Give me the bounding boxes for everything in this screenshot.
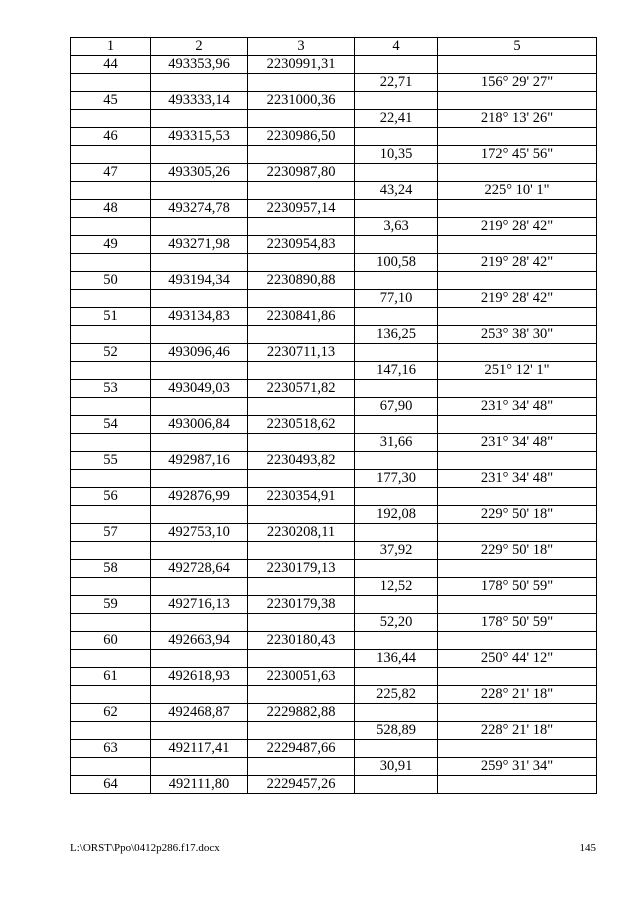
bearing-cell [438,776,597,794]
point-number-cell: 56 [71,488,151,506]
distance-cell: 12,52 [355,578,438,596]
x-coordinate-cell [151,254,248,272]
table-row [71,434,597,452]
table-row [71,110,597,128]
y-coordinate-cell [248,650,355,668]
point-number-cell [71,74,151,92]
y-coordinate-cell [248,326,355,344]
y-coordinate-cell [248,146,355,164]
table-row [71,668,597,686]
x-coordinate-cell [151,578,248,596]
footer-page-number: 145 [579,842,596,854]
y-coordinate-cell: 2230493,82 [248,452,355,470]
x-coordinate-cell [151,722,248,740]
y-coordinate-cell [248,506,355,524]
bearing-cell: 231° 34' 48" [438,434,597,452]
table-row [71,74,597,92]
bearing-cell: 229° 50' 18" [438,506,597,524]
distance-cell [355,308,438,326]
distance-cell: 67,90 [355,398,438,416]
y-coordinate-cell: 2231000,36 [248,92,355,110]
point-number-cell: 55 [71,452,151,470]
table-row [71,362,597,380]
y-coordinate-cell [248,110,355,128]
point-number-cell [71,614,151,632]
table-row [71,200,597,218]
y-coordinate-cell [248,434,355,452]
distance-cell [355,344,438,362]
point-number-cell: 51 [71,308,151,326]
y-coordinate-cell [248,74,355,92]
table-row [71,290,597,308]
x-coordinate-cell: 493353,96 [151,56,248,74]
bearing-cell [438,740,597,758]
table-row [71,326,597,344]
bearing-cell [438,416,597,434]
bearing-cell: 156° 29' 27" [438,74,597,92]
y-coordinate-cell: 2230180,43 [248,632,355,650]
x-coordinate-cell [151,470,248,488]
bearing-cell [438,524,597,542]
distance-cell: 100,58 [355,254,438,272]
bearing-cell: 225° 10' 1" [438,182,597,200]
table-row [71,722,597,740]
bearing-cell [438,344,597,362]
distance-cell [355,488,438,506]
point-number-cell [71,722,151,740]
x-coordinate-cell [151,146,248,164]
point-number-cell [71,110,151,128]
table-row [71,758,597,776]
table-row [71,488,597,506]
table-row [71,164,597,182]
y-coordinate-cell: 2230571,82 [248,380,355,398]
distance-cell: 52,20 [355,614,438,632]
point-number-cell: 59 [71,596,151,614]
point-number-cell: 53 [71,380,151,398]
distance-cell: 22,71 [355,74,438,92]
table-row [71,56,597,74]
y-coordinate-cell: 2230987,80 [248,164,355,182]
table-row [71,506,597,524]
bearing-cell: 219° 28' 42" [438,218,597,236]
table-row [71,470,597,488]
bearing-cell: 251° 12' 1" [438,362,597,380]
table-row [71,92,597,110]
distance-cell: 225,82 [355,686,438,704]
y-coordinate-cell [248,542,355,560]
table-header-row [71,38,597,56]
x-coordinate-cell [151,506,248,524]
y-coordinate-cell: 2230991,31 [248,56,355,74]
y-coordinate-cell: 2229457,26 [248,776,355,794]
y-coordinate-cell [248,578,355,596]
distance-cell [355,200,438,218]
y-coordinate-cell [248,290,355,308]
bearing-cell: 228° 21' 18" [438,722,597,740]
table-row [71,632,597,650]
x-coordinate-cell: 492117,41 [151,740,248,758]
y-coordinate-cell: 2230518,62 [248,416,355,434]
x-coordinate-cell [151,686,248,704]
y-coordinate-cell [248,470,355,488]
distance-cell: 37,92 [355,542,438,560]
x-coordinate-cell: 492716,13 [151,596,248,614]
y-coordinate-cell [248,758,355,776]
y-coordinate-cell: 2230179,38 [248,596,355,614]
x-coordinate-cell [151,758,248,776]
x-coordinate-cell: 493271,98 [151,236,248,254]
point-number-cell [71,758,151,776]
table-row [71,596,597,614]
point-number-cell: 49 [71,236,151,254]
table-row [71,650,597,668]
distance-cell: 136,44 [355,650,438,668]
x-coordinate-cell: 493006,84 [151,416,248,434]
y-coordinate-cell: 2230954,83 [248,236,355,254]
table-row [71,740,597,758]
x-coordinate-cell [151,614,248,632]
y-coordinate-cell: 2230957,14 [248,200,355,218]
bearing-cell [438,272,597,290]
bearing-cell [438,560,597,578]
bearing-cell: 228° 21' 18" [438,686,597,704]
distance-cell [355,668,438,686]
point-number-cell [71,398,151,416]
distance-cell: 528,89 [355,722,438,740]
distance-cell [355,164,438,182]
x-coordinate-cell [151,182,248,200]
x-coordinate-cell [151,110,248,128]
distance-cell: 43,24 [355,182,438,200]
column-header: 1 [71,38,151,56]
bearing-cell: 219° 28' 42" [438,290,597,308]
point-number-cell [71,146,151,164]
column-header: 4 [355,38,438,56]
distance-cell [355,524,438,542]
distance-cell [355,740,438,758]
y-coordinate-cell: 2230179,13 [248,560,355,578]
bearing-cell [438,704,597,722]
y-coordinate-cell [248,398,355,416]
x-coordinate-cell [151,434,248,452]
x-coordinate-cell: 492111,80 [151,776,248,794]
distance-cell: 77,10 [355,290,438,308]
table-row [71,704,597,722]
table-row [71,236,597,254]
x-coordinate-cell: 492876,99 [151,488,248,506]
y-coordinate-cell: 2230208,11 [248,524,355,542]
y-coordinate-cell: 2230354,91 [248,488,355,506]
point-number-cell: 57 [71,524,151,542]
x-coordinate-cell: 493049,03 [151,380,248,398]
y-coordinate-cell [248,218,355,236]
bearing-cell: 250° 44' 12" [438,650,597,668]
distance-cell: 136,25 [355,326,438,344]
y-coordinate-cell [248,722,355,740]
point-number-cell: 60 [71,632,151,650]
distance-cell: 10,35 [355,146,438,164]
point-number-cell [71,506,151,524]
distance-cell [355,416,438,434]
y-coordinate-cell [248,182,355,200]
table-row [71,560,597,578]
x-coordinate-cell [151,542,248,560]
distance-cell [355,452,438,470]
x-coordinate-cell: 493315,53 [151,128,248,146]
table-row [71,380,597,398]
coordinates-table [70,37,597,794]
table-row [71,128,597,146]
point-number-cell [71,182,151,200]
point-number-cell [71,362,151,380]
x-coordinate-cell: 492987,16 [151,452,248,470]
x-coordinate-cell: 492663,94 [151,632,248,650]
distance-cell [355,236,438,254]
bearing-cell: 178° 50' 59" [438,614,597,632]
bearing-cell [438,380,597,398]
column-header: 3 [248,38,355,56]
x-coordinate-cell: 492468,87 [151,704,248,722]
distance-cell [355,92,438,110]
point-number-cell [71,470,151,488]
point-number-cell: 46 [71,128,151,146]
point-number-cell [71,326,151,344]
column-header: 2 [151,38,248,56]
table-row [71,146,597,164]
y-coordinate-cell: 2230051,63 [248,668,355,686]
distance-cell: 31,66 [355,434,438,452]
bearing-cell: 229° 50' 18" [438,542,597,560]
bearing-cell [438,488,597,506]
distance-cell [355,632,438,650]
bearing-cell [438,200,597,218]
distance-cell [355,560,438,578]
x-coordinate-cell [151,650,248,668]
bearing-cell [438,308,597,326]
y-coordinate-cell: 2230711,13 [248,344,355,362]
y-coordinate-cell [248,686,355,704]
bearing-cell: 231° 34' 48" [438,398,597,416]
bearing-cell [438,128,597,146]
table-row [71,542,597,560]
distance-cell [355,56,438,74]
point-number-cell: 44 [71,56,151,74]
point-number-cell: 61 [71,668,151,686]
y-coordinate-cell [248,614,355,632]
bearing-cell [438,236,597,254]
point-number-cell [71,578,151,596]
x-coordinate-cell [151,326,248,344]
y-coordinate-cell [248,254,355,272]
point-number-cell: 54 [71,416,151,434]
point-number-cell: 45 [71,92,151,110]
distance-cell [355,704,438,722]
x-coordinate-cell: 493134,83 [151,308,248,326]
bearing-cell: 219° 28' 42" [438,254,597,272]
x-coordinate-cell [151,398,248,416]
x-coordinate-cell [151,290,248,308]
bearing-cell [438,668,597,686]
distance-cell [355,128,438,146]
point-number-cell: 50 [71,272,151,290]
bearing-cell [438,92,597,110]
table-row [71,578,597,596]
table-row [71,308,597,326]
point-number-cell: 47 [71,164,151,182]
bearing-cell: 259° 31' 34" [438,758,597,776]
table-row [71,416,597,434]
table-body [71,56,597,794]
table-row [71,524,597,542]
table-row [71,218,597,236]
x-coordinate-cell: 493274,78 [151,200,248,218]
bearing-cell [438,596,597,614]
y-coordinate-cell: 2229487,66 [248,740,355,758]
distance-cell: 147,16 [355,362,438,380]
distance-cell [355,776,438,794]
column-header: 5 [438,38,597,56]
bearing-cell [438,632,597,650]
table-row [71,182,597,200]
point-number-cell: 62 [71,704,151,722]
table-row [71,452,597,470]
y-coordinate-cell: 2229882,88 [248,704,355,722]
x-coordinate-cell: 492753,10 [151,524,248,542]
bearing-cell: 231° 34' 48" [438,470,597,488]
distance-cell: 22,41 [355,110,438,128]
table-row [71,344,597,362]
x-coordinate-cell [151,74,248,92]
table-row [71,254,597,272]
point-number-cell: 63 [71,740,151,758]
point-number-cell: 52 [71,344,151,362]
y-coordinate-cell: 2230890,88 [248,272,355,290]
table-row [71,272,597,290]
point-number-cell: 64 [71,776,151,794]
distance-cell: 3,63 [355,218,438,236]
distance-cell [355,380,438,398]
table-row [71,776,597,794]
bearing-cell: 178° 50' 59" [438,578,597,596]
x-coordinate-cell: 493194,34 [151,272,248,290]
distance-cell: 30,91 [355,758,438,776]
point-number-cell [71,542,151,560]
point-number-cell: 58 [71,560,151,578]
table-row [71,686,597,704]
distance-cell: 177,30 [355,470,438,488]
x-coordinate-cell: 492618,93 [151,668,248,686]
point-number-cell [71,686,151,704]
x-coordinate-cell: 493096,46 [151,344,248,362]
bearing-cell [438,56,597,74]
x-coordinate-cell: 493305,26 [151,164,248,182]
point-number-cell [71,254,151,272]
footer-file-path: L:\ORST\Ppo\0412p286.f17.docx [70,842,220,854]
bearing-cell: 253° 38' 30" [438,326,597,344]
point-number-cell [71,434,151,452]
bearing-cell: 172° 45' 56" [438,146,597,164]
distance-cell: 192,08 [355,506,438,524]
bearing-cell [438,164,597,182]
x-coordinate-cell [151,218,248,236]
y-coordinate-cell: 2230986,50 [248,128,355,146]
y-coordinate-cell: 2230841,86 [248,308,355,326]
table-row [71,614,597,632]
table-row [71,398,597,416]
x-coordinate-cell [151,362,248,380]
y-coordinate-cell [248,362,355,380]
x-coordinate-cell: 493333,14 [151,92,248,110]
point-number-cell: 48 [71,200,151,218]
distance-cell [355,596,438,614]
distance-cell [355,272,438,290]
point-number-cell [71,218,151,236]
x-coordinate-cell: 492728,64 [151,560,248,578]
point-number-cell [71,290,151,308]
bearing-cell: 218° 13' 26" [438,110,597,128]
point-number-cell [71,650,151,668]
bearing-cell [438,452,597,470]
